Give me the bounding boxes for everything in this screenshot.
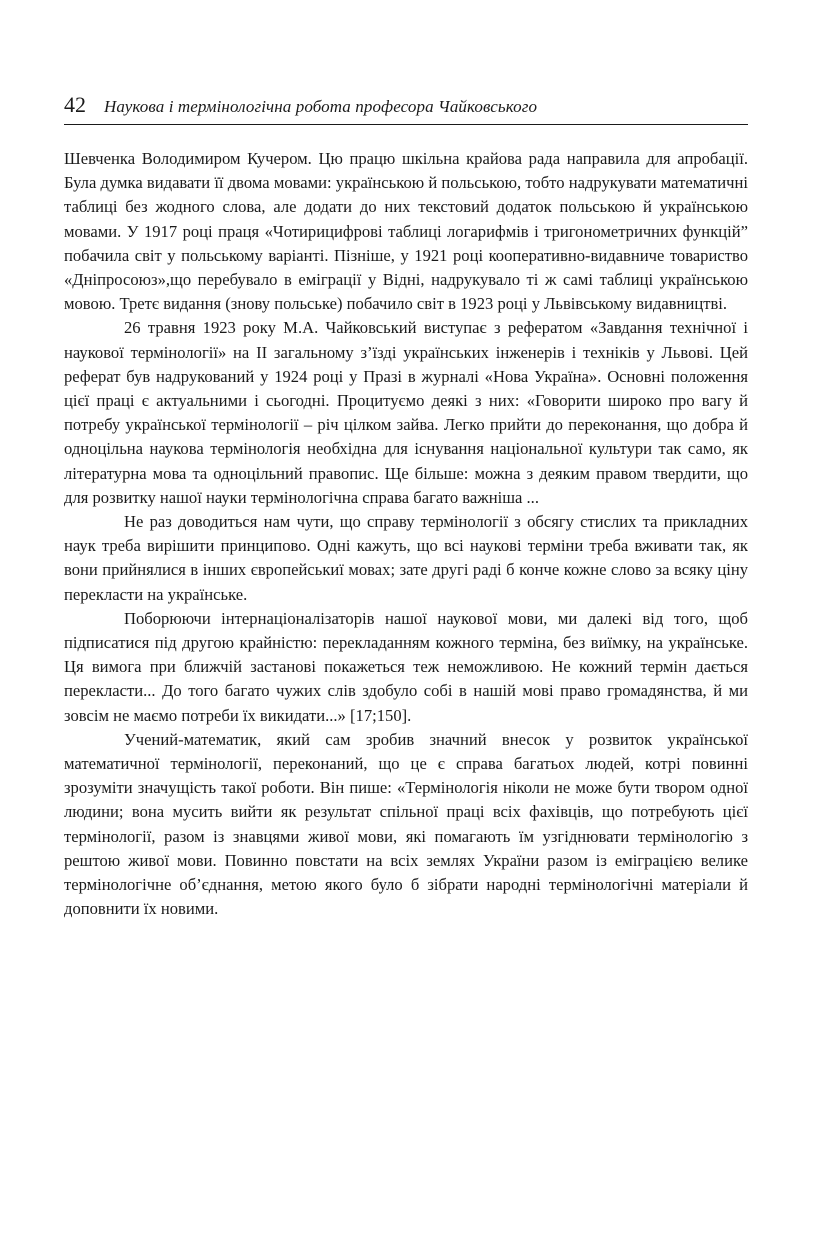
paragraph-report-1923: 26 травня 1923 року М.А. Чайковський виступає з рефератом «Завдання технічної і наукової термінології» на II загальному з’їзді українських інженерів і техніків у Львові. Цей реферат був надрукований у 1924 році у Празі в журналі «Нова Україна». Основні положення цієї праці є актуальними і сьогодні. Процитуємо деякі з них: «Говорити широко про вагу й потребу української термінології – річ цілком зайва. Легко прийти до переконання, що добра й одноцільна наукова термінологія необхідна для існування національної культури так само, як літературна мова та одноцільний правопис. Ще більше: можна з деяким правом твердити, що для розвитку нашої науки термінологічна справа багато важніша ...: [64, 318, 748, 507]
paragraph-quote-principle: Не раз доводиться нам чути, що справу термінології з обсягу стислих та прикладних наук треба вирішити принципово. Одні кажуть, що всі наукові терміни треба вживати так, як вони прийнялися в інших європейськиї мовах; зате другі раді б конче кожне слово за всяку ціну перекласти на українське.: [64, 512, 748, 604]
running-header: [64, 92, 748, 125]
paragraph-mathematician: Учений-математик, який сам зробив значний внесок у розвиток української математичної термінології, переконаний, що це є справа багатьох людей, котрі повинні зрозуміти значущість такої роботи. Він пише: «Термінологія ніколи не може бути твором одної людини; вона мусить вийти як результат спільної праці всіх фахівців, що потребують цієї термінології, разом із знавцями живої мови, які помагають їм узгіднювати термінологію з рештою живої мови. Повинно повстати на всіх землях України разом із еміграцією велике термінологічне об’єднання, метою якого було б зібрати народні термінологічні матеріали й доповнити їх новими.: [64, 729, 748, 919]
paragraph-continuation: Шевченка Володимиром Кучером. Цю працю шкільна крайова рада направила для апробації. Була думка видавати її двома мовами: українською й польською, тобто надрукувати математичні таблиці без жодного слова, але додати до них текстовий додаток польською й українською мовами. У 1917 році праця «Чотирицифрові таблиці логарифмів і тригонометричних функцій” побачила світ у польському варіанті. Пізніше, у 1921 році кооперативно-видавниче товариство «Дніпросоюз»,що перебувало в еміграції у Відні, надрукувало ті ж самі таблиці українською мовою. Третє видання (знову польське) побачило світ в 1923 році у Львівському видавництві.: [64, 149, 748, 314]
running-title: Наукова і термінологічна робота професора Чайковського: [104, 97, 538, 116]
book-page: [64, 92, 748, 922]
body-text: [64, 147, 748, 922]
page-number: 42: [64, 92, 86, 117]
paragraph-quote-internationalizers: Поборюючи інтернаціоналізаторів нашої наукової мови, ми далекі від того, щоб підписатися під другою крайністю: перекладанням кожного терміна, без виїмку, на українське. Ця вимога при ближчій застанові покажеться теж неможливою. Не кожний термін дається перекласти... До того багато чужих слів здобуло собі в нашій мові право громадянства, й ми зовсім не маємо потреби їх викидати...» [17;150].: [64, 608, 748, 725]
